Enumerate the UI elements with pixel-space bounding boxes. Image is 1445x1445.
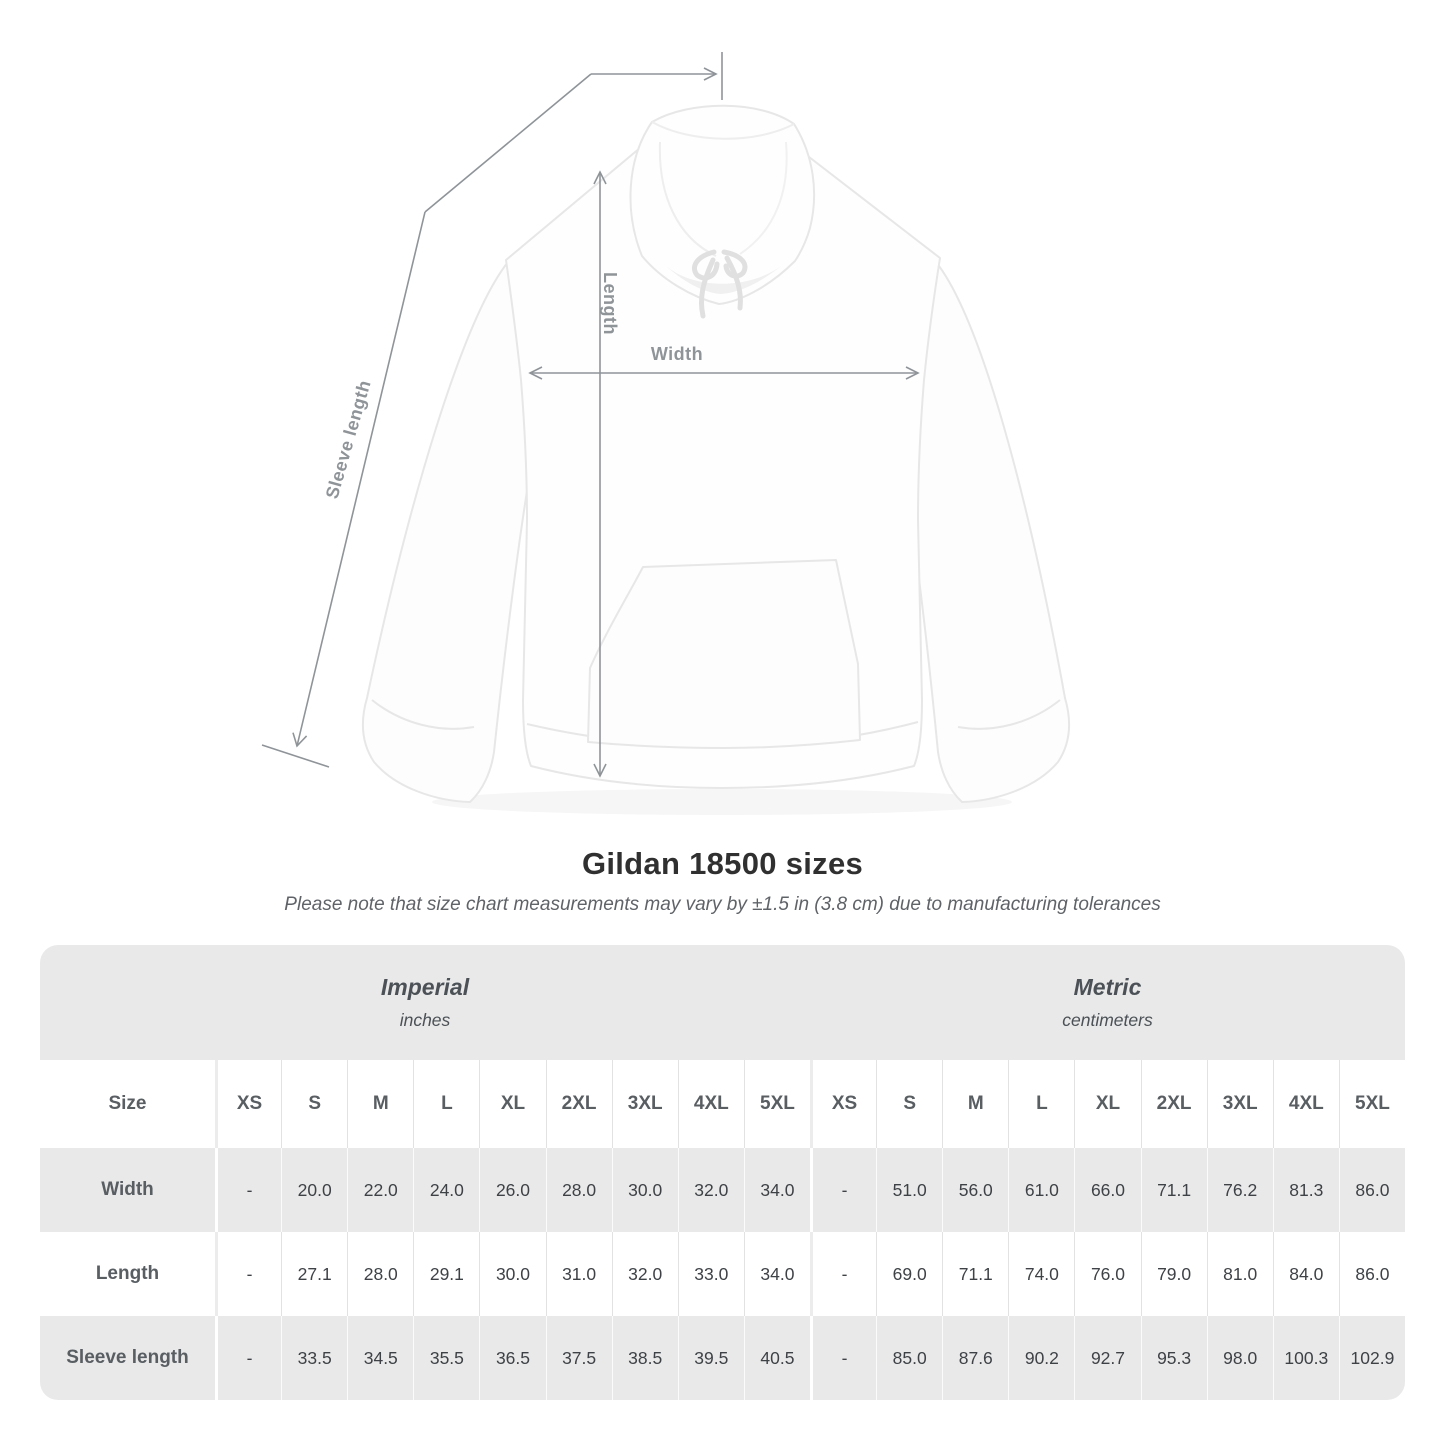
table-cell: 28.0 xyxy=(347,1232,413,1316)
table-cell: 84.0 xyxy=(1273,1232,1339,1316)
table-cell: 28.0 xyxy=(546,1148,612,1232)
hoodie-illustration xyxy=(363,106,1069,802)
size-column-header: Size xyxy=(40,1060,215,1148)
table-cell: 33.5 xyxy=(281,1316,347,1400)
section-header-imperial xyxy=(40,945,810,1060)
table-cell: 30.0 xyxy=(612,1148,678,1232)
table-cell: 86.0 xyxy=(1339,1148,1405,1232)
length-label: Length xyxy=(600,272,620,335)
table-cell: 102.9 xyxy=(1339,1316,1405,1400)
size-chart-table xyxy=(40,945,1405,1400)
table-cell: 20.0 xyxy=(281,1148,347,1232)
table-cell: 51.0 xyxy=(876,1148,942,1232)
table-cell: - xyxy=(215,1148,281,1232)
table-cell: 32.0 xyxy=(678,1148,744,1232)
imperial-size-header: M xyxy=(347,1060,413,1148)
table-cell: 33.0 xyxy=(678,1232,744,1316)
row-label-length: Length xyxy=(40,1232,215,1316)
table-cell: 76.2 xyxy=(1207,1148,1273,1232)
metric-size-header: XL xyxy=(1074,1060,1140,1148)
table-cell: 69.0 xyxy=(876,1232,942,1316)
row-label-width: Width xyxy=(40,1148,215,1232)
table-cell: 30.0 xyxy=(479,1232,545,1316)
table-cell: 22.0 xyxy=(347,1148,413,1232)
metric-size-header: M xyxy=(942,1060,1008,1148)
table-cell: 31.0 xyxy=(546,1232,612,1316)
metric-unit: centimeters xyxy=(1062,1010,1153,1030)
table-cell: 38.5 xyxy=(612,1316,678,1400)
imperial-unit: inches xyxy=(399,1010,451,1030)
table-cell: 24.0 xyxy=(413,1148,479,1232)
table-cell: 35.5 xyxy=(413,1316,479,1400)
section-header-metric xyxy=(810,945,1405,1060)
imperial-size-header: 2XL xyxy=(546,1060,612,1148)
sleeve-length-label: Sleeve length xyxy=(321,377,375,502)
table-cell: 34.0 xyxy=(744,1148,810,1232)
table-cell: 87.6 xyxy=(942,1316,1008,1400)
table-cell: 61.0 xyxy=(1008,1148,1074,1232)
imperial-title: Imperial xyxy=(380,974,470,1000)
table-cell: 81.0 xyxy=(1207,1232,1273,1316)
table-cell: 37.5 xyxy=(546,1316,612,1400)
table-cell: 74.0 xyxy=(1008,1232,1074,1316)
table-cell: 32.0 xyxy=(612,1232,678,1316)
table-cell: - xyxy=(810,1232,876,1316)
table-cell: 86.0 xyxy=(1339,1232,1405,1316)
metric-size-header: 4XL xyxy=(1273,1060,1339,1148)
tolerance-note: Please note that size chart measurements may vary by ±1.5 in (3.8 cm) due to manufacturing tolerances xyxy=(284,894,1161,915)
metric-title: Metric xyxy=(1073,974,1142,1000)
metric-size-header: S xyxy=(876,1060,942,1148)
table-cell: 36.5 xyxy=(479,1316,545,1400)
imperial-size-header: XL xyxy=(479,1060,545,1148)
table-cell: 100.3 xyxy=(1273,1316,1339,1400)
table-cell: 34.5 xyxy=(347,1316,413,1400)
table-cell: 81.3 xyxy=(1273,1148,1339,1232)
imperial-size-header: 3XL xyxy=(612,1060,678,1148)
metric-size-header: L xyxy=(1008,1060,1074,1148)
table-cell: 39.5 xyxy=(678,1316,744,1400)
left-sleeve xyxy=(363,262,536,802)
table-cell: 98.0 xyxy=(1207,1316,1273,1400)
imperial-size-header: 4XL xyxy=(678,1060,744,1148)
table-cell: 56.0 xyxy=(942,1148,1008,1232)
table-cell: 34.0 xyxy=(744,1232,810,1316)
table-cell: 40.5 xyxy=(744,1316,810,1400)
table-cell: 66.0 xyxy=(1074,1148,1140,1232)
table-cell: 71.1 xyxy=(942,1232,1008,1316)
table-cell: - xyxy=(810,1148,876,1232)
table-cell: - xyxy=(810,1316,876,1400)
metric-size-header: 3XL xyxy=(1207,1060,1273,1148)
table-cell: - xyxy=(215,1316,281,1400)
table-cell: 29.1 xyxy=(413,1232,479,1316)
table-cell: 90.2 xyxy=(1008,1316,1074,1400)
table-cell: - xyxy=(215,1232,281,1316)
page-title: Gildan 18500 sizes xyxy=(581,846,864,881)
metric-size-header: 5XL xyxy=(1339,1060,1405,1148)
table-cell: 79.0 xyxy=(1141,1232,1207,1316)
metric-size-header: 2XL xyxy=(1141,1060,1207,1148)
width-label: Width xyxy=(650,344,704,364)
table-cell: 76.0 xyxy=(1074,1232,1140,1316)
imperial-size-header: S xyxy=(281,1060,347,1148)
imperial-size-header: XS xyxy=(215,1060,281,1148)
imperial-size-header: L xyxy=(413,1060,479,1148)
metric-size-header: XS xyxy=(810,1060,876,1148)
table-cell: 92.7 xyxy=(1074,1316,1140,1400)
row-label-sleeve-length: Sleeve length xyxy=(40,1316,215,1400)
table-cell: 95.3 xyxy=(1141,1316,1207,1400)
table-cell: 85.0 xyxy=(876,1316,942,1400)
garment-shadow xyxy=(432,789,1012,815)
imperial-size-header: 5XL xyxy=(744,1060,810,1148)
table-cell: 26.0 xyxy=(479,1148,545,1232)
table-cell: 71.1 xyxy=(1141,1148,1207,1232)
table-cell: 27.1 xyxy=(281,1232,347,1316)
